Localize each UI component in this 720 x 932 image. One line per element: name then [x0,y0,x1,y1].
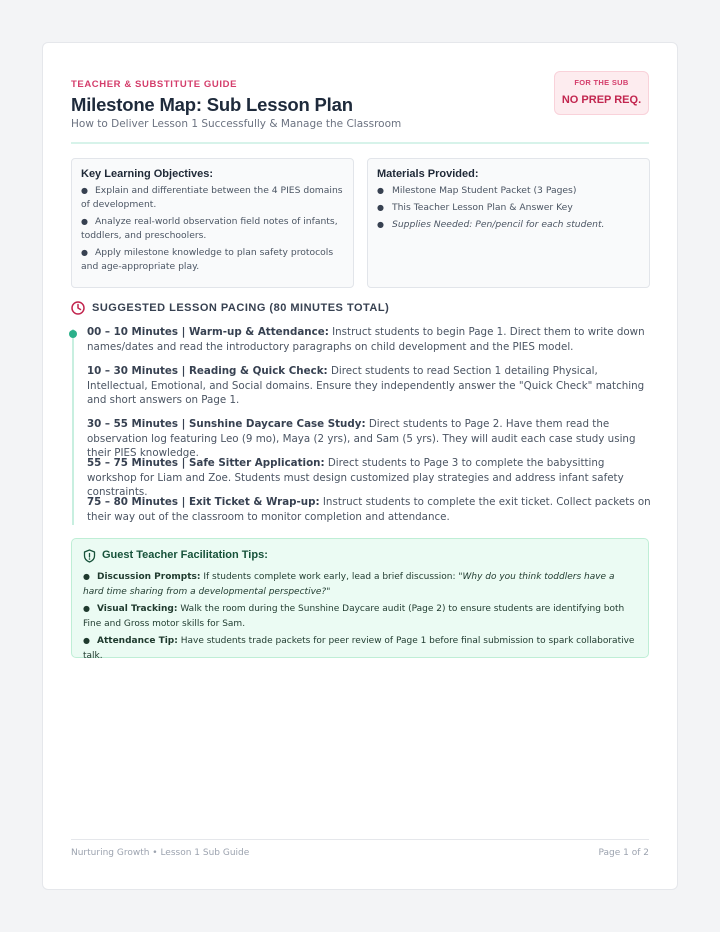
footer-divider [71,839,649,840]
lesson-plan-page [42,42,678,890]
bullet-icon: ● [377,220,384,229]
pacing-step: 55 – 75 Minutes | Safe Sitter Application: Direct students to Page 3 to complete the babysitting workshop for Liam and Zoe. Students must design customized play strategies and address infant safety constraints. [87,457,624,498]
materials-box [367,158,650,288]
facilitation-tips-box [71,538,649,661]
bullet-icon: ● [81,217,88,226]
badge-label: NO PREP REQ. [561,94,642,106]
tip-item: ● Discussion Prompts: If students complete work early, lead a brief discussion: "Why do you think toddlers have a hard time sharing from a developmental perspective?" [83,572,615,597]
header-divider [71,142,649,144]
material-item: ● This Teacher Lesson Plan & Answer Key [377,202,573,213]
footer-label: Nurturing Growth • Lesson 1 Sub Guide [71,848,250,858]
page-subtitle: How to Deliver Lesson 1 Successfully & Manage the Classroom [71,118,402,130]
material-item: ● Supplies Needed: Pen/pencil for each student. [377,219,605,230]
shield-icon [83,549,96,563]
pacing-step: 30 – 55 Minutes | Sunshine Daycare Case Study: Direct students to Page 2. Have them read the observation log featuring Leo (9 mo), Maya (2 yrs), and Sam (5 yrs). They will audit each case study using their PIES knowledge. [87,418,636,459]
pacing-title: SUGGESTED LESSON PACING (80 MINUTES TOTAL) [92,302,390,314]
no-prep-badge [554,71,649,115]
objectives-title: Key Learning Objectives: [81,168,214,180]
objective-item: ● Explain and differentiate between the 4 PIES domains of development. [81,185,343,210]
guide-eyebrow: TEACHER & SUBSTITUTE GUIDE [71,79,238,90]
tips-heading [83,548,637,564]
bullet-icon: ● [377,186,384,195]
bullet-icon: ● [83,604,90,613]
bullet-icon: ● [81,186,88,195]
pacing-step: 00 – 10 Minutes | Warm-up & Attendance: Instruct students to begin Page 1. Direct them to write down names/dates and read the introductory paragraphs on child development and the PIES model. [87,326,645,353]
pacing-step: 75 – 80 Minutes | Exit Ticket & Wrap-up: Instruct students to complete the exit ticket. Collect packets on their way out of the classroom to monitor completion and attendance. [87,496,651,523]
bullet-icon: ● [81,248,88,257]
timeline-line [72,329,74,525]
material-item: ● Milestone Map Student Packet (3 Pages) [377,185,577,196]
objective-item: ● Apply milestone knowledge to plan safety protocols and age-appropriate play. [81,247,334,272]
objective-item: ● Analyze real-world observation field notes of infants, toddlers, and preschoolers. [81,216,338,241]
clock-icon [71,301,85,315]
bullet-icon: ● [83,572,90,581]
tip-item: ● Attendance Tip: Have students trade packets for peer review of Page 1 before final submission to spark collaborative talk. [83,636,635,661]
page-number: Page 1 of 2 [598,848,649,858]
tip-item: ● Visual Tracking: Walk the room during the Sunshine Daycare audit (Page 2) to ensure students are identifying both Fine and Gross motor skills for Sam. [83,604,625,629]
badge-caption: FOR THE SUB [574,78,629,87]
timeline-dot [69,330,77,338]
bullet-icon: ● [377,203,384,212]
page-title: Milestone Map: Sub Lesson Plan [71,94,353,115]
tips-title: Guest Teacher Facilitation Tips: [102,549,268,561]
materials-title: Materials Provided: [377,168,479,180]
bullet-icon: ● [83,636,90,645]
objectives-box [71,158,354,288]
pacing-step: 10 – 30 Minutes | Reading & Quick Check: Direct students to read Section 1 detailing Physical, Intellectual, Emotional, and Social domains. Ensure they independently answer the "Quick Check" matching and short answers on Page 1. [87,365,645,406]
